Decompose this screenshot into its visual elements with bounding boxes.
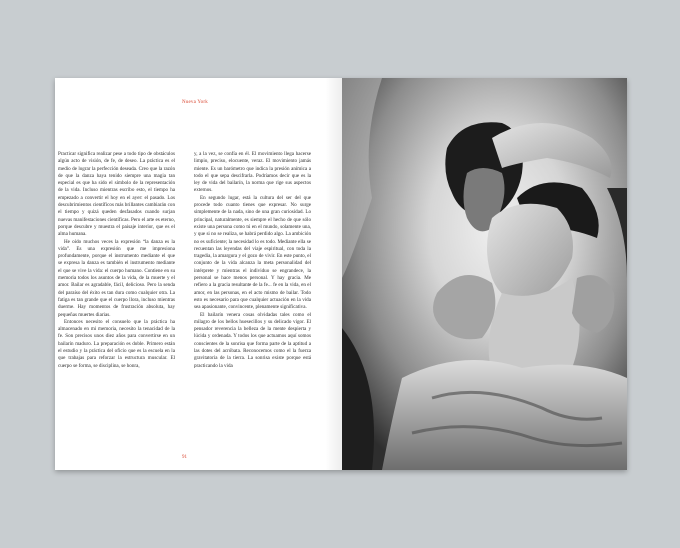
photo-illustration <box>342 78 627 470</box>
dancers-photograph-icon <box>342 78 627 470</box>
paragraph: Entonces necesito el consuelo que la práctica ha almacenado en mi memoria, necesito la tenacidad de la fe. Son precisos unos diez años para convertirse en un bailarín maduro. La preparación es doble. Primero están el estudio y la práctica del oficio que es la escuela en la que trabajas para reforzar la estructura muscular. El cuerpo se forma, se disciplina, se honra, <box>58 318 175 369</box>
gutter-shadow <box>325 78 342 470</box>
running-head: Nueva York <box>182 100 208 105</box>
page-number: 91 <box>182 455 187 460</box>
book-spread <box>55 78 627 470</box>
paragraph: He oído muchos veces la expresión “la danza es la vida”. Es una expresión que me impresiona profundamente, porque el instrumento mediante el que se expresa la danza es también el instrumento mediante el que se vive la vida: el cuerpo humano. Contiene en su memoria todos los asuntos de la vida, de la muerte y el amor. Bailar es agradable, fácil, delicioso. Pero la senda del paraíso del éxito es tan dura como cualquier otra. La fatiga es tan grande que el cuerpo llora, incluso mientras duerme. Hay momentos de frustración absoluta, hay pequeñas muertes diarias. <box>58 238 175 318</box>
paragraph: En segundo lugar, está la cultura del ser del que procede todo cuanto tienes que expresar. No surge simplemente de la nada, sino de una gran curiosidad. Lo principal, naturalmente, es siempre el hecho de que sólo existe una persona como tú en el mundo, solamente una, y que si no se realiza, se habrá perdido algo. La ambición no es suficiente; la necesidad lo es todo. Mediante ella se recuentan las leyendas del viaje espiritual, con toda la tragedia, la amargura y el gozo de vivir. En este punto, el conjunto de la vida alcanza la meta personalidad del intérprete y mientras el individuo se engrandece, la personal se hace menos personal. Y hay gracia. Me refiero a la gracia resultante de la fe... fe en la vida, en el amor, en las personas, en el acto mismo de bailar. Todo esto es necesario para que cualquier actuación en la vida sea apasionante, convincente, plenamente significativa. <box>194 194 311 311</box>
paragraph: Practicar significa realizar pese a todo tipo de obstáculos algún acto de visión, de fe, de deseo. La práctica es el medio de lograr la perfección deseada. Creo que la razón de que la danza haya tenido siempre una magia tan especial es que ha sido el símbolo de la representación de la vida. Incluso mientras escribo esto, el tiempo ha empezado a convertir el hoy en el ayer: el pasado. Los descubrimientos científicos más brillantes cambiarán con el tiempo y quizá queden desfasados cuando surjan nuevas manifestaciones científicas. Pero el arte es eterno, porque descubre y muestra el paisaje interior, que es el alma humana. <box>58 151 175 238</box>
text-column-2 <box>194 151 311 411</box>
paragraph: El bailarín venera cosas olvidadas tales como el milagro de los bellos huesecillos y su delicado vigor. El pensador reverencia la belleza de la mente despierta y lúcida y ordenada. Y todos los que actuamos aquí somos conscientes de la sonrisa que forma parte de la aptitud a las dotes del acróbata. Reconocemos como el la fuerza gravitatoria de la tierra. La sonrisa existe porque está practicando la vida <box>194 311 311 369</box>
paragraph: y, a la vez, se confía en él. El movimiento llega hacerse limpio, preciso, elocuente, veraz. El movimiento jamás miente. Es un barómetro que indica la presión anímica a todo el que sepa descifrarla. Podríamos decir que es la ley de vida del bailarín, la norma que rige sus aspectos externos. <box>194 151 311 194</box>
left-page <box>55 78 342 470</box>
text-column-1 <box>58 151 175 411</box>
